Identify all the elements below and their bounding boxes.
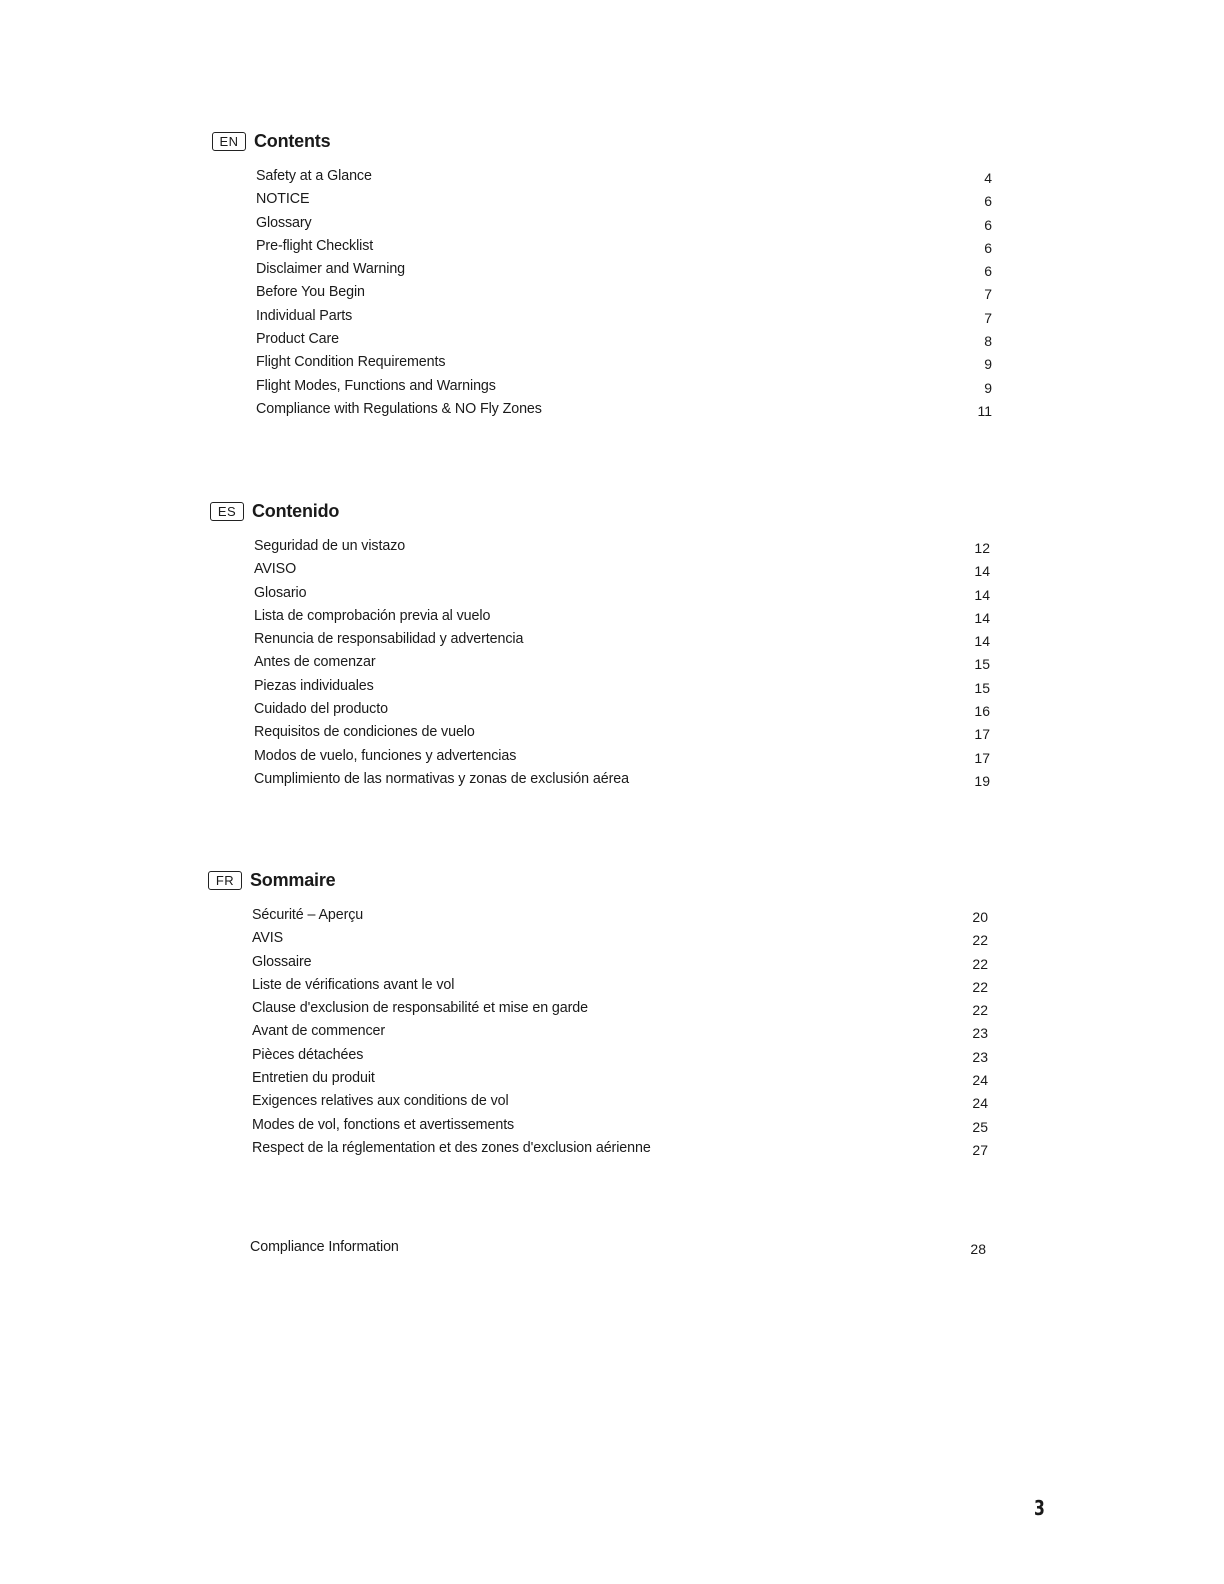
toc-entry-page: 22 xyxy=(972,932,988,949)
toc-entry-label: AVISO xyxy=(254,561,297,578)
toc-entry-label: Compliance with Regulations & NO Fly Zones xyxy=(256,400,542,417)
toc-entry[interactable] xyxy=(252,1090,988,1113)
toc-entry-page: 14 xyxy=(974,633,990,650)
toc-entry-page: 6 xyxy=(984,263,992,280)
toc-entry[interactable] xyxy=(252,1044,988,1067)
toc-entry-label: Safety at a Glance xyxy=(256,168,372,184)
toc-entry[interactable] xyxy=(252,974,988,997)
toc-entry-page: 12 xyxy=(974,540,990,556)
toc-entry[interactable] xyxy=(254,628,990,651)
toc-entry[interactable] xyxy=(252,1137,988,1160)
toc-entry-page: 8 xyxy=(984,333,992,350)
toc-entry[interactable] xyxy=(252,1067,988,1090)
toc-entry-page: 27 xyxy=(972,1141,988,1158)
toc-entry[interactable] xyxy=(256,165,992,188)
toc-entry-label: Requisitos de condiciones de vuelo xyxy=(254,724,475,741)
toc-entry-label: Flight Modes, Functions and Warnings xyxy=(256,377,496,394)
toc-entry-label: Individual Parts xyxy=(256,307,353,324)
toc-entry[interactable] xyxy=(254,582,990,605)
toc-entry-compliance-information[interactable] xyxy=(250,1236,986,1260)
toc-entry[interactable] xyxy=(252,951,988,974)
toc-entry[interactable] xyxy=(254,768,990,791)
toc-entry[interactable] xyxy=(254,721,990,744)
toc-entry-label: Glossary xyxy=(256,214,312,231)
toc-entry-page: 17 xyxy=(974,726,990,743)
toc-entry-page: 23 xyxy=(972,1025,988,1042)
toc-entry[interactable] xyxy=(252,904,988,927)
toc-entry[interactable] xyxy=(254,558,990,581)
section-title: Contenido xyxy=(252,500,340,521)
toc-entry[interactable] xyxy=(256,258,992,281)
page-number: 3 xyxy=(1034,1496,1045,1520)
toc-entry[interactable] xyxy=(256,305,992,328)
toc-entry-label: Cumplimiento de las normativas y zonas de exclusión aérea xyxy=(254,770,629,787)
language-badge: ES xyxy=(210,502,244,521)
toc-entry-page: 28 xyxy=(970,1241,986,1257)
toc-entry-label: Exigences relatives aux conditions de vol xyxy=(252,1093,509,1110)
toc-entry[interactable] xyxy=(254,535,990,558)
toc-entry-label: Before You Begin xyxy=(256,284,365,301)
toc-entry-label: AVIS xyxy=(252,930,284,947)
toc-entry[interactable] xyxy=(256,212,992,235)
toc-entry-label: Product Care xyxy=(256,331,340,348)
toc-entry-label: Entretien du produit xyxy=(252,1070,375,1087)
toc-entry[interactable] xyxy=(252,997,988,1020)
toc-entry-label: Glosario xyxy=(254,584,307,601)
toc-entry-page: 14 xyxy=(974,609,990,626)
toc-entry-page: 9 xyxy=(984,356,992,373)
toc-entry-page: 15 xyxy=(974,679,990,696)
section-header xyxy=(210,498,990,524)
toc-entry[interactable] xyxy=(256,328,992,351)
toc-entry-page: 22 xyxy=(972,978,988,995)
toc-entry-page: 6 xyxy=(984,239,992,256)
toc-entry-page: 24 xyxy=(972,1072,988,1089)
toc-section-es xyxy=(210,498,990,791)
toc-entry-label: Sécurité – Aperçu xyxy=(252,907,364,923)
toc-entry-label: Compliance Information xyxy=(250,1239,399,1255)
toc-entry-label: Seguridad de un vistazo xyxy=(254,538,406,554)
toc-entry-label: Disclaimer and Warning xyxy=(256,261,406,278)
toc-entry-label: Modos de vuelo, funciones y advertencias xyxy=(254,747,517,764)
toc-entry-page: 16 xyxy=(974,703,990,720)
language-badge: EN xyxy=(212,132,246,151)
toc-entry-label: Antes de comenzar xyxy=(254,654,376,671)
toc-entry-page: 24 xyxy=(972,1095,988,1112)
toc-entry[interactable] xyxy=(252,1114,988,1137)
toc-entry-label: Pre-flight Checklist xyxy=(256,237,374,254)
toc-entry-label: Liste de vérifications avant le vol xyxy=(252,976,455,993)
toc-entry-page: 22 xyxy=(972,1002,988,1019)
toc-entry[interactable] xyxy=(256,281,992,304)
toc-entry-label: Piezas individuales xyxy=(254,677,374,694)
toc-entry-page: 9 xyxy=(984,379,992,396)
toc-list xyxy=(252,904,988,1160)
toc-entry[interactable] xyxy=(256,235,992,258)
section-header xyxy=(208,867,988,893)
toc-list xyxy=(254,535,990,791)
toc-entry-page: 6 xyxy=(984,216,992,233)
toc-entry-label: NOTICE xyxy=(256,191,310,208)
toc-entry[interactable] xyxy=(256,351,992,374)
language-badge: FR xyxy=(208,871,242,890)
section-header xyxy=(212,128,992,154)
toc-entry-label: Clause d'exclusion de responsabilité et mise en garde xyxy=(252,1000,588,1017)
toc-list xyxy=(256,165,992,421)
toc-entry-page: 23 xyxy=(972,1048,988,1065)
toc-entry-label: Avant de commencer xyxy=(252,1023,386,1040)
toc-entry-page: 11 xyxy=(977,402,992,419)
toc-entry[interactable] xyxy=(254,651,990,674)
toc-entry-page: 4 xyxy=(984,170,992,186)
toc-entry[interactable] xyxy=(254,745,990,768)
toc-entry[interactable] xyxy=(254,605,990,628)
toc-entry-label: Flight Condition Requirements xyxy=(256,354,446,371)
toc-entry[interactable] xyxy=(254,675,990,698)
toc-entry-page: 6 xyxy=(984,193,992,210)
toc-entry-label: Glossaire xyxy=(252,953,312,970)
toc-entry-page: 25 xyxy=(972,1118,988,1135)
section-title: Contents xyxy=(254,130,331,151)
toc-entry-page: 22 xyxy=(972,955,988,972)
section-title: Sommaire xyxy=(250,869,336,890)
toc-entry-page: 14 xyxy=(974,586,990,603)
toc-section-en xyxy=(212,128,992,421)
toc-entry-page: 17 xyxy=(974,749,990,766)
toc-entry-page: 15 xyxy=(974,656,990,673)
toc-entry-label: Modes de vol, fonctions et avertissements xyxy=(252,1116,515,1133)
toc-entry-page: 14 xyxy=(974,563,990,580)
toc-entry-page: 20 xyxy=(972,909,988,925)
toc-entry[interactable] xyxy=(256,188,992,211)
toc-entry[interactable] xyxy=(252,927,988,950)
toc-entry[interactable] xyxy=(256,398,992,421)
toc-entry[interactable] xyxy=(256,375,992,398)
toc-entry-page: 19 xyxy=(974,772,990,789)
toc-entry-label: Pièces détachées xyxy=(252,1046,364,1063)
toc-entry-label: Cuidado del producto xyxy=(254,701,388,718)
toc-entry[interactable] xyxy=(254,698,990,721)
toc-entry[interactable] xyxy=(252,1020,988,1043)
toc-entry-page: 7 xyxy=(984,286,992,303)
toc-entry-label: Respect de la réglementation et des zones d'exclusion aérienne xyxy=(252,1139,651,1156)
toc-entry-label: Lista de comprobación previa al vuelo xyxy=(254,607,491,624)
toc-entry-page: 7 xyxy=(984,309,992,326)
toc-entry-label: Renuncia de responsabilidad y advertencia xyxy=(254,631,524,648)
toc-section-fr xyxy=(208,867,988,1160)
